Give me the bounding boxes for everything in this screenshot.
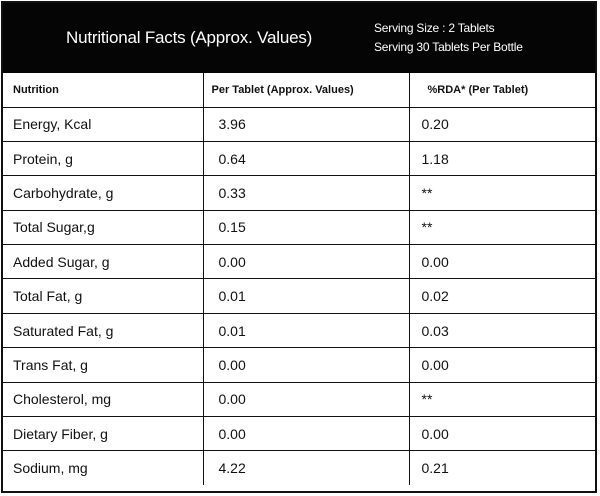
table-header-row — [3, 73, 595, 107]
nutrition-header — [3, 3, 595, 73]
column-header-per-tablet: Per Tablet (Approx. Values) — [203, 73, 409, 107]
table-row — [3, 417, 595, 451]
per-tablet-value: 0.01 — [203, 313, 409, 347]
table-row — [3, 348, 595, 382]
per-tablet-value: 0.00 — [203, 245, 409, 279]
column-header-nutrition: Nutrition — [3, 73, 203, 107]
rda-value: 0.03 — [409, 313, 595, 347]
rda-value: ** — [409, 176, 595, 210]
nutrient-name: Saturated Fat, g — [3, 313, 203, 347]
per-tablet-value: 0.00 — [203, 348, 409, 382]
table-row — [3, 176, 595, 210]
nutrient-name: Trans Fat, g — [3, 348, 203, 382]
per-tablet-value: 3.96 — [203, 107, 409, 141]
table-row — [3, 451, 595, 485]
table-row — [3, 279, 595, 313]
column-header-rda: %RDA* (Per Tablet) — [409, 73, 595, 107]
rda-value: 0.00 — [409, 245, 595, 279]
rda-value: 1.18 — [409, 141, 595, 175]
table-row — [3, 245, 595, 279]
nutrient-name: Protein, g — [3, 141, 203, 175]
table-row — [3, 382, 595, 416]
table-row — [3, 210, 595, 244]
rda-value: 0.21 — [409, 451, 595, 485]
per-tablet-value: 0.00 — [203, 417, 409, 451]
nutrient-name: Energy, Kcal — [3, 107, 203, 141]
per-tablet-value: 0.64 — [203, 141, 409, 175]
rda-value: 0.00 — [409, 417, 595, 451]
rda-value: 0.20 — [409, 107, 595, 141]
nutrient-name: Sodium, mg — [3, 451, 203, 485]
per-tablet-value: 0.15 — [203, 210, 409, 244]
nutrition-title: Nutritional Facts (Approx. Values) — [66, 28, 313, 47]
nutrient-name: Carbohydrate, g — [3, 176, 203, 210]
rda-value: 0.00 — [409, 348, 595, 382]
rda-value: 0.02 — [409, 279, 595, 313]
serving-per-bottle: Serving 30 Tablets Per Bottle — [374, 40, 523, 54]
per-tablet-value: 0.00 — [203, 382, 409, 416]
table-row — [3, 313, 595, 347]
nutrient-name: Added Sugar, g — [3, 245, 203, 279]
rda-value: ** — [409, 382, 595, 416]
rda-value: ** — [409, 210, 595, 244]
table-row — [3, 107, 595, 141]
per-tablet-value: 0.01 — [203, 279, 409, 313]
nutrient-name: Total Sugar,g — [3, 210, 203, 244]
nutrient-name: Total Fat, g — [3, 279, 203, 313]
nutrient-name: Cholesterol, mg — [3, 382, 203, 416]
per-tablet-value: 4.22 — [203, 451, 409, 485]
nutrient-name: Dietary Fiber, g — [3, 417, 203, 451]
per-tablet-value: 0.33 — [203, 176, 409, 210]
table-row — [3, 141, 595, 175]
serving-info — [374, 19, 523, 57]
serving-size: Serving Size : 2 Tablets — [374, 21, 495, 35]
nutrition-table — [3, 73, 595, 485]
nutrition-facts-panel — [1, 1, 597, 493]
